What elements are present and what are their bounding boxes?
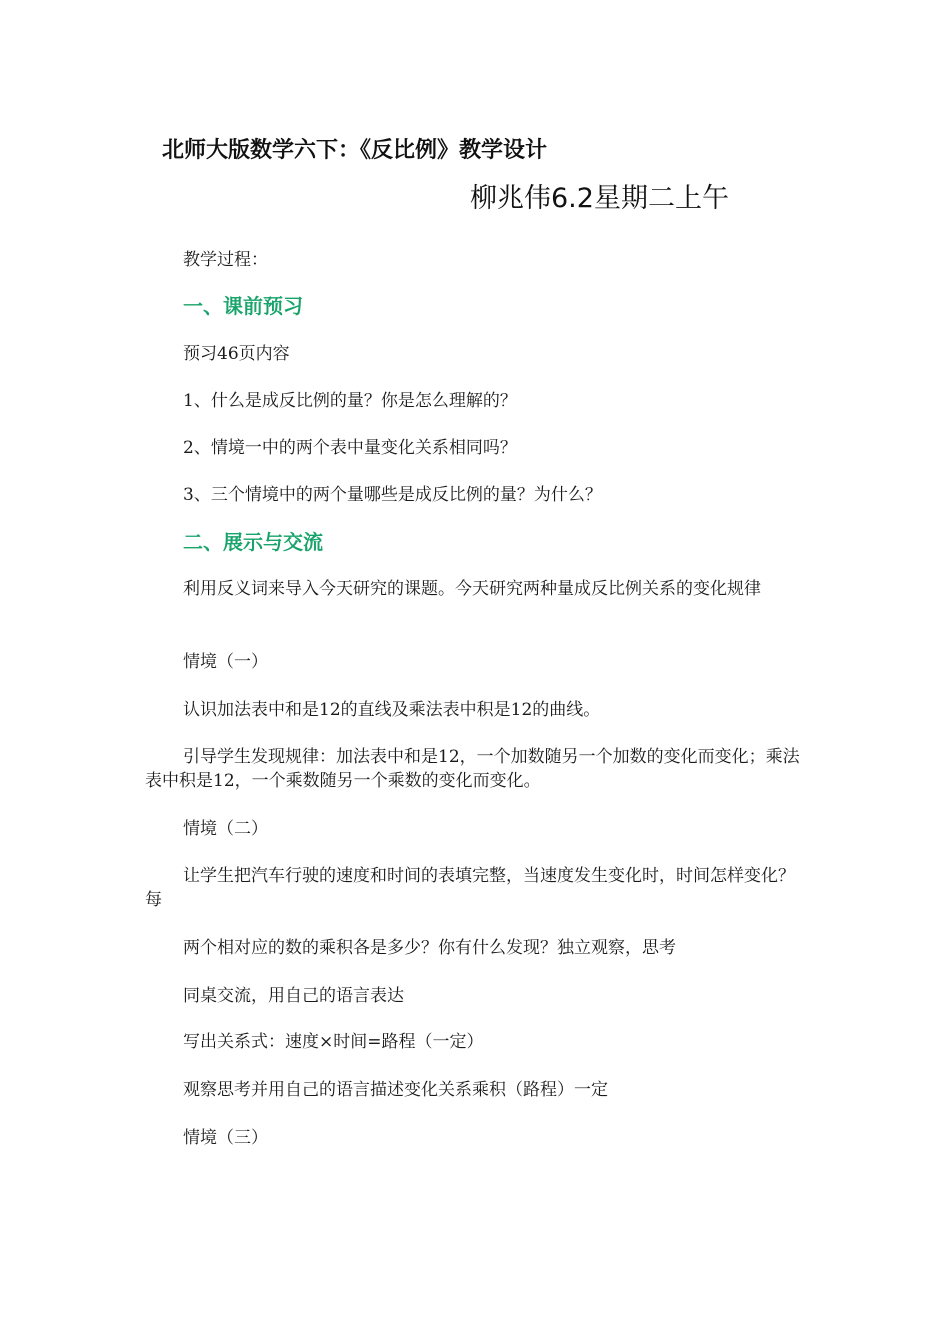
document-title: 北师大版数学六下：《反比例》教学设计	[162, 138, 548, 163]
preview-question: 3、三个情境中的两个量哪些是成反比例的量？为什么？	[183, 485, 602, 505]
body-paragraph: 利用反义词来导入今天研究的课题。今天研究两种量成反比例关系的变化规律	[183, 579, 761, 599]
section-heading-preview: 一、课前预习	[183, 294, 303, 318]
preview-item: 预习46页内容	[183, 344, 290, 364]
body-paragraph: 观察思考并用自己的语言描述变化关系乘积（路程）一定	[183, 1080, 608, 1100]
body-paragraph: 两个相对应的数的乘积各是多少？你有什么发现？独立观察，思考	[183, 938, 676, 958]
body-paragraph: 让学生把汽车行驶的速度和时间的表填完整，当速度发生变化时，时间怎样变化？每	[145, 866, 795, 910]
scenario-label: 情境（一）	[183, 652, 268, 672]
preview-question: 1、什么是成反比例的量？你是怎么理解的？	[183, 391, 517, 411]
body-paragraph: 写出关系式：速度×时间=路程（一定）	[183, 1032, 484, 1052]
body-paragraph: 认识加法表中和是12的直线及乘法表中积是12的曲线。	[183, 700, 601, 720]
author-date-line: 柳兆伟6.2星期二上午	[470, 183, 729, 214]
section-heading-presentation: 二、展示与交流	[183, 530, 323, 554]
scenario-label: 情境（二）	[183, 819, 268, 839]
scenario-label: 情境（三）	[183, 1128, 268, 1148]
process-label: 教学过程：	[183, 250, 268, 270]
preview-question: 2、情境一中的两个表中量变化关系相同吗？	[183, 438, 517, 458]
body-paragraph: 同桌交流，用自己的语言表达	[183, 986, 404, 1006]
body-paragraph: 引导学生发现规律：加法表中和是12，一个加数随另一个加数的变化而变化；乘法表中积是12，一个乘数随另一个乘数的变化而变化。	[145, 747, 800, 791]
